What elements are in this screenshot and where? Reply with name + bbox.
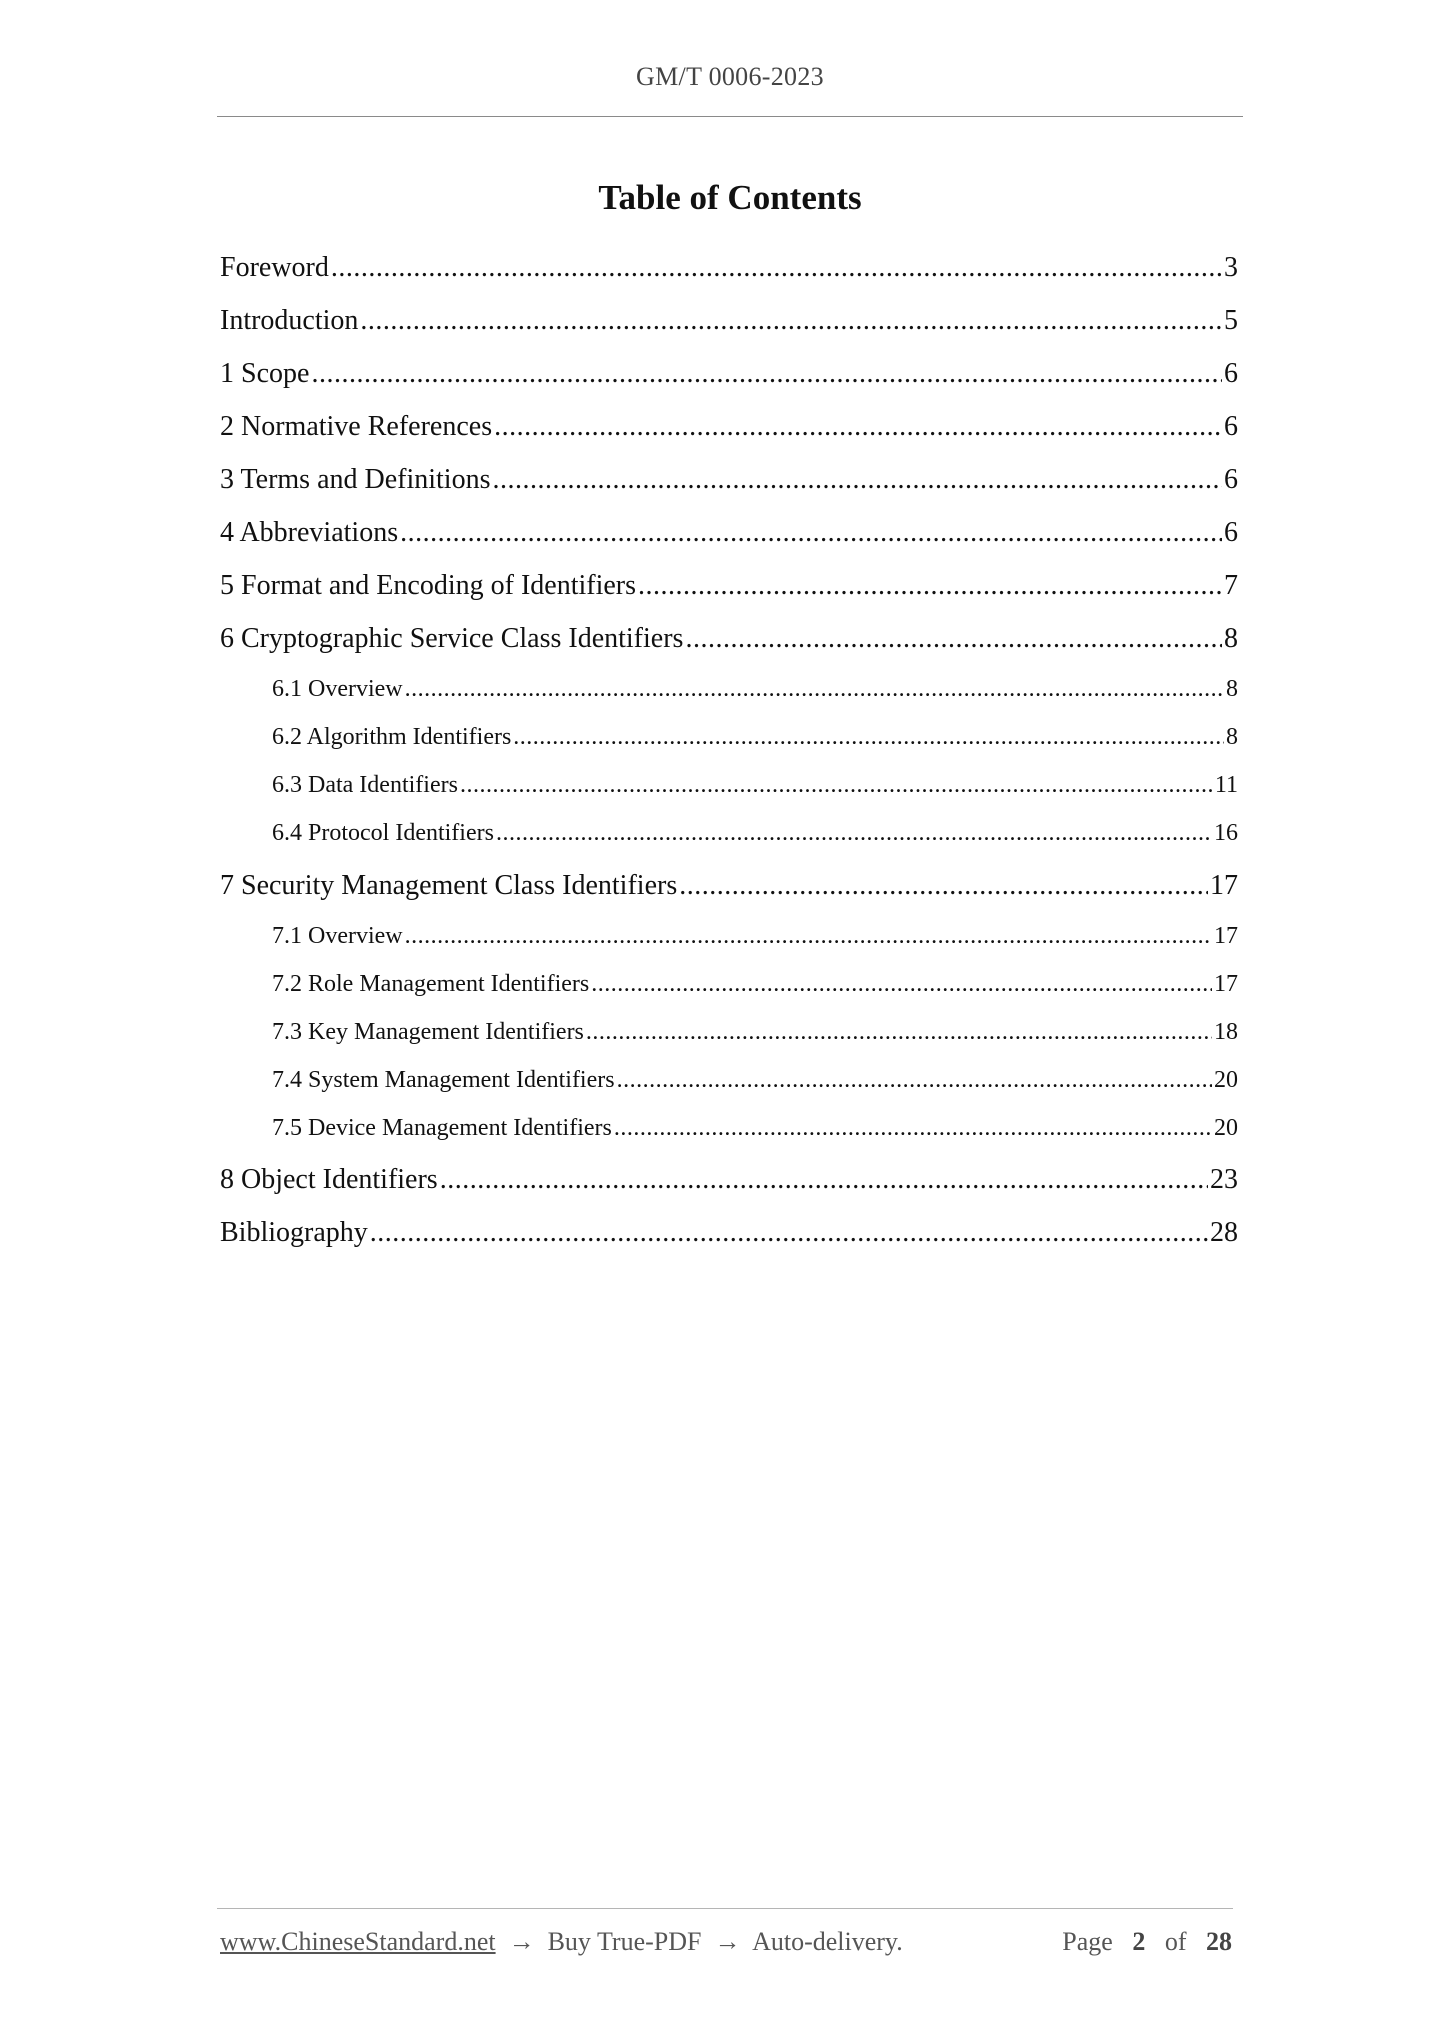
toc-entry-label: 3 Terms and Definitions (220, 464, 491, 495)
dot-leader (679, 870, 1208, 902)
toc-entry-page: 20 (1214, 1067, 1238, 1093)
dot-leader (617, 1067, 1212, 1094)
toc-entry-label: 8 Object Identifiers (220, 1164, 438, 1195)
toc-entry-page: 8 (1226, 676, 1238, 702)
current-page: 2 (1132, 1927, 1146, 1956)
toc-entry-label: 6.3 Data Identifiers (272, 772, 458, 798)
toc-entry-label: 6.1 Overview (272, 676, 403, 702)
toc-entry-label: 7.4 System Management Identifiers (272, 1067, 615, 1093)
toc-entry-label: Bibliography (220, 1217, 368, 1248)
toc-entry[interactable] (220, 623, 1238, 655)
toc-entry-page: 3 (1224, 252, 1238, 283)
dot-leader (496, 820, 1212, 847)
toc-entry[interactable] (220, 1164, 1238, 1196)
arrow-right-icon: → (508, 1927, 535, 1956)
toc-entry-page: 20 (1214, 1115, 1238, 1141)
toc-entry-label: 6.4 Protocol Identifiers (272, 820, 494, 846)
dot-leader (460, 772, 1213, 799)
dot-leader (614, 1115, 1212, 1142)
buy-pdf-text: Buy True-PDF (547, 1927, 702, 1956)
toc-entry-page: 17 (1210, 870, 1238, 901)
dot-leader (586, 1019, 1212, 1046)
toc-subentry[interactable] (272, 971, 1238, 998)
toc-entry-label: 1 Scope (220, 358, 310, 389)
toc-entry-label: 6 Cryptographic Service Class Identifiers (220, 623, 684, 654)
toc-entry-page: 7 (1224, 570, 1238, 601)
dot-leader (440, 1164, 1208, 1196)
toc-entry[interactable] (220, 1217, 1238, 1249)
toc-entry[interactable] (220, 252, 1238, 284)
toc-subentry[interactable] (272, 1115, 1238, 1142)
toc-subentry[interactable] (272, 676, 1238, 703)
dot-leader (331, 252, 1222, 284)
toc-entry-page: 6 (1224, 517, 1238, 548)
page-footer (220, 1927, 1232, 1957)
toc-subentry[interactable] (272, 724, 1238, 751)
toc-entry[interactable] (220, 358, 1238, 390)
dot-leader (370, 1217, 1208, 1249)
footer-divider (217, 1908, 1233, 1909)
toc-subentry[interactable] (272, 772, 1238, 799)
toc-entry[interactable] (220, 411, 1238, 443)
toc-entry[interactable] (220, 870, 1238, 902)
toc-subentry[interactable] (272, 923, 1238, 950)
dot-leader (591, 971, 1212, 998)
page-word: Page (1062, 1927, 1113, 1956)
toc-entry-page: 11 (1214, 772, 1238, 798)
toc-entry-page: 28 (1210, 1217, 1238, 1248)
toc-subentry[interactable] (272, 1067, 1238, 1094)
toc-entry-page: 8 (1226, 724, 1238, 750)
dot-leader (405, 923, 1212, 950)
toc-entry-label: 7.2 Role Management Identifiers (272, 971, 590, 997)
toc-entry[interactable] (220, 517, 1238, 549)
toc-entry-page: 17 (1214, 923, 1238, 949)
toc-entry-label: 5 Format and Encoding of Identifiers (220, 570, 637, 601)
toc-entry-label: 7.3 Key Management Identifiers (272, 1019, 584, 1045)
total-pages: 28 (1206, 1927, 1232, 1956)
dot-leader (400, 517, 1222, 549)
toc-entry-page: 23 (1210, 1164, 1238, 1195)
dot-leader (311, 358, 1222, 390)
toc-entry-label: 2 Normative References (220, 411, 493, 442)
toc-subentry[interactable] (272, 820, 1238, 847)
toc-entry-page: 6 (1224, 411, 1238, 442)
footer-promo (220, 1927, 903, 1957)
toc-entry-label: Introduction (220, 305, 359, 336)
toc-entry-page: 8 (1224, 623, 1238, 654)
dot-leader (492, 464, 1222, 496)
toc-entry[interactable] (220, 570, 1238, 602)
page-header: GM/T 0006-2023 (636, 62, 824, 91)
toc-subentry[interactable] (272, 1019, 1238, 1046)
toc-entry-label: 6.2 Algorithm Identifiers (272, 724, 512, 750)
toc-entry-page: 5 (1224, 305, 1238, 336)
arrow-right-icon: → (714, 1927, 741, 1956)
toc-entry-page: 16 (1214, 820, 1238, 846)
toc-entry[interactable] (220, 305, 1238, 337)
toc-entry-page: 6 (1224, 358, 1238, 389)
toc-entry-label: Foreword (220, 252, 329, 283)
dot-leader (638, 570, 1222, 602)
toc-title: Table of Contents (598, 178, 862, 217)
auto-delivery-text: Auto-delivery. (752, 1927, 903, 1956)
toc-entry-label: 7.1 Overview (272, 923, 403, 949)
toc-entry-page: 18 (1214, 1019, 1238, 1045)
dot-leader (360, 305, 1222, 337)
dot-leader (494, 411, 1222, 443)
page-number (1062, 1927, 1232, 1957)
dot-leader (513, 724, 1224, 751)
toc-entry-page: 6 (1224, 464, 1238, 495)
toc-entry-page: 17 (1214, 971, 1238, 997)
toc-entry-label: 7.5 Device Management Identifiers (272, 1115, 612, 1141)
site-link[interactable]: www.ChineseStandard.net (220, 1927, 496, 1956)
toc-entry-label: 4 Abbreviations (220, 517, 399, 548)
dot-leader (685, 623, 1222, 655)
dot-leader (405, 676, 1224, 703)
toc-entry[interactable] (220, 464, 1238, 496)
toc-entry-label: 7 Security Management Class Identifiers (220, 870, 678, 901)
of-word: of (1164, 1927, 1187, 1956)
